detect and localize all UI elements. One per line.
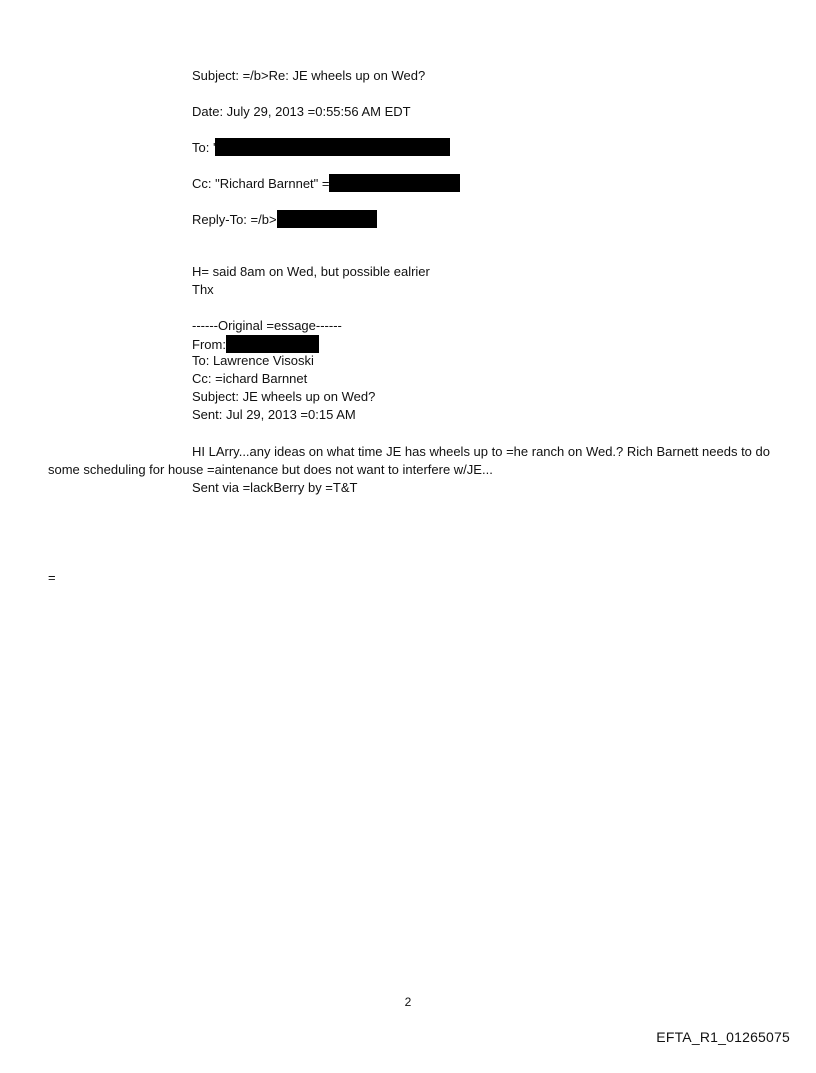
reply-to-label: Reply-To: =/b> — [192, 212, 277, 227]
redaction-bar — [226, 335, 319, 353]
original-to-line: To: Lawrence Visoski — [192, 353, 314, 368]
subject-line: Subject: =/b>Re: JE wheels up on Wed? — [192, 68, 426, 83]
original-subject-line: Subject: JE wheels up on Wed? — [192, 389, 376, 404]
to-line — [192, 138, 450, 156]
reply-to-line — [192, 210, 377, 228]
message-signature: Sent via =lackBerry by =T&T — [192, 480, 358, 495]
page-number: 2 — [404, 995, 412, 1009]
original-message-separator: ------Original =essage------ — [192, 318, 342, 333]
original-cc-line: Cc: =ichard Barnnet — [192, 371, 308, 386]
from-label: From: — [192, 337, 226, 352]
redaction-bar — [215, 138, 450, 156]
cc-line — [192, 174, 460, 192]
original-sent-line: Sent: Jul 29, 2013 =0:15 AM — [192, 407, 356, 422]
stray-character: = — [48, 570, 56, 585]
bates-number: EFTA_R1_01265075 — [656, 1029, 790, 1045]
original-from-line — [192, 335, 319, 353]
date-line: Date: July 29, 2013 =0:55:56 AM EDT — [192, 104, 411, 119]
cc-label: Cc: "Richard Barnnet" = — [192, 176, 330, 191]
reply-line: Thx — [192, 282, 214, 297]
message-body: HI LArry...any ideas on what time JE has wheels up to =he ranch on Wed.? Rich Barnett needs to do some scheduling for house =aintenance but does not want to interfere w/JE... — [48, 444, 770, 477]
redaction-bar — [277, 210, 377, 228]
redaction-bar — [329, 174, 460, 192]
reply-line: H= said 8am on Wed, but possible ealrier — [192, 264, 430, 279]
to-label: To: ' — [192, 140, 216, 155]
